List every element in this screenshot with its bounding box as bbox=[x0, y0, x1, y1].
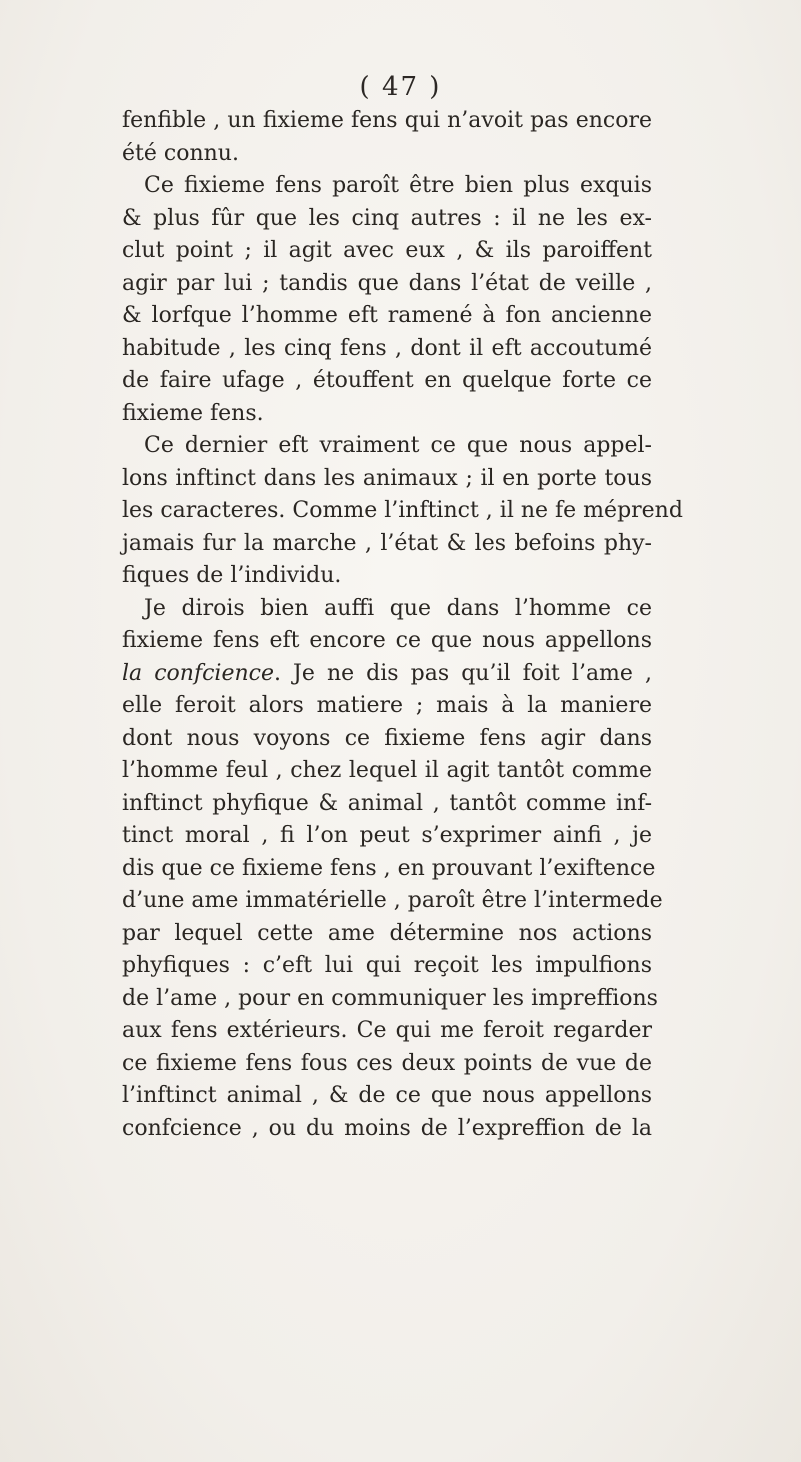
text-line: les caracteres. Comme l’inftinct , il ne fe méprend bbox=[122, 498, 683, 523]
text-line: Ce fixieme fens paroît être bien plus exquis bbox=[144, 173, 652, 198]
text-line: de faire ufage , étouffent en quelque forte ce bbox=[122, 368, 652, 393]
text-line: tinct moral , fi l’on peut s’exprimer ainfi , je bbox=[122, 823, 652, 848]
text-line: aux fens extérieurs. Ce qui me feroit regarder bbox=[122, 1018, 652, 1043]
text-line: ce fixieme fens fous ces deux points de vue de bbox=[122, 1050, 652, 1076]
text-line: de l’ame , pour en communiquer les impreffions bbox=[122, 985, 658, 1011]
text-line: fixieme fens. bbox=[122, 400, 264, 426]
text-line: dis que ce fixieme fens , en prouvant l’exiftence bbox=[122, 855, 656, 881]
text-line: fixieme fens eft encore ce que nous appellons bbox=[122, 628, 652, 653]
text-line: fiques de l’individu. bbox=[122, 563, 342, 588]
text-line: & lorfque l’homme eft ramené à fon ancienne bbox=[122, 303, 652, 328]
text-line: confcience , ou du moins de l’expreffion de la bbox=[122, 1115, 652, 1141]
text-line: Ce dernier eft vraiment ce que nous appel- bbox=[144, 433, 652, 458]
text-line: elle feroit alors matiere ; mais à la maniere bbox=[122, 693, 652, 718]
text-line: été connu. bbox=[122, 140, 239, 166]
page-number: ( 47 ) bbox=[359, 72, 442, 102]
text-line: fenfible , un fixieme fens qui n’avoit pas encore bbox=[122, 108, 652, 133]
text-line: clut point ; il agit avec eux , & ils paroiffent bbox=[122, 238, 652, 263]
body-text bbox=[122, 105, 683, 1145]
text-line: inftinct phyfique & animal , tantôt comme inf- bbox=[122, 790, 652, 816]
text-line: l’inftinct animal , & de ce que nous appellons bbox=[122, 1083, 652, 1108]
text-line: d’une ame immatérielle , paroît être l’intermede bbox=[122, 888, 663, 913]
text-line: par lequel cette ame détermine nos actions bbox=[122, 920, 652, 946]
text-line: lons inftinct dans les animaux ; il en porte tous bbox=[122, 465, 652, 491]
text-line: habitude , les cinq fens , dont il eft accoutumé bbox=[122, 335, 652, 361]
text-line: agir par lui ; tandis que dans l’état de veille , bbox=[122, 270, 652, 296]
text-line: l’homme feul , chez lequel il agit tantôt comme bbox=[122, 758, 652, 783]
text-line: & plus fûr que les cinq autres : il ne les ex- bbox=[122, 205, 652, 231]
text-line: la confcience. Je ne dis pas qu’il foit l’ame , bbox=[122, 660, 652, 686]
text-line: phyfiques : c’eft lui qui reçoit les impulfions bbox=[122, 953, 652, 978]
text-line: Je dirois bien auffi que dans l’homme ce bbox=[144, 595, 652, 621]
text-line: jamais fur la marche , l’état & les befoins phy- bbox=[122, 530, 652, 556]
text-line: dont nous voyons ce fixieme fens agir dans bbox=[122, 725, 652, 751]
